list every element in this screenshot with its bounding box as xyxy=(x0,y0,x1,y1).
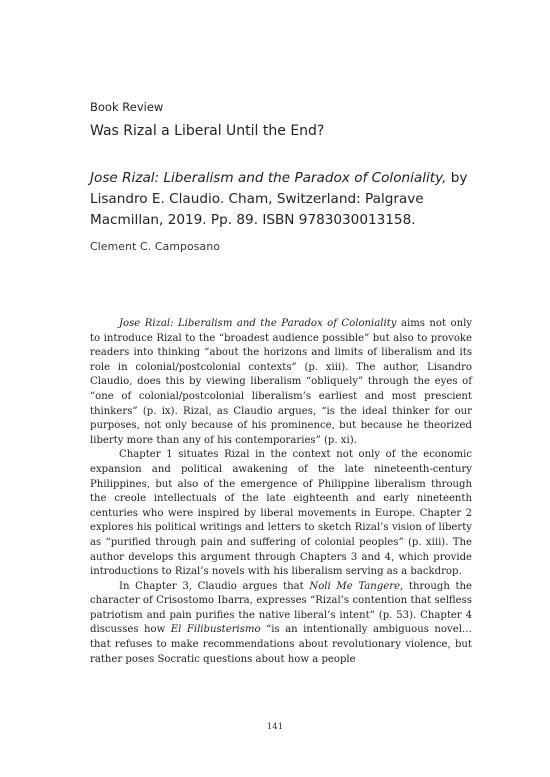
paragraph-text: In Chapter 3, Claudio argues that xyxy=(119,580,310,592)
novel-title-noli: Noli Me Tangere xyxy=(309,580,401,592)
reviewer-name: Clement C. Camposano xyxy=(90,240,221,253)
paragraph-text: , through the character of Crisostomo Ibarra, expresses “Rizal’s contention that selfless patriotism and pain purifies the native liberal’s intent” (p. 53). Chapter 4 discusses how xyxy=(90,580,472,636)
paragraph xyxy=(90,580,472,668)
book-title: Jose Rizal: Liberalism and the Paradox of Coloniality, xyxy=(90,170,447,186)
paragraph-text: “is an intentionally ambiguous novel… that refuses to make recommendations about revolutionary violence, but rather poses Socratic questions about how a people xyxy=(90,624,473,665)
paragraph xyxy=(90,448,472,579)
novel-title-fili: El Filibusterismo xyxy=(170,624,261,636)
paragraph xyxy=(90,317,472,448)
page-number: 141 xyxy=(266,722,284,732)
review-title: Was Rizal a Liberal Until the End? xyxy=(90,123,325,139)
book-title-inline: Jose Rizal: Liberalism and the Paradox of Coloniality xyxy=(119,318,397,329)
review-body xyxy=(90,317,472,667)
paragraph-text: Chapter 1 situates Rizal in the context not only of the economic expansion and political awakening of the late nineteenth-century Philippines, but also of the emergence of Philippine liberalism through the creole intellectuals of the late eighteenth and early nineteenth centuries who were inspired by liberal movements in Europe. Chapter 2 explores his political writings and letters to sketch Rizal’s vision of liberty as “purified through pain and suffering of colonial peoples” (p. xiii). The author develops this argument through Chapters 3 and 4, which provide introductions to Rizal’s novels with his liberalism serving as a backdrop. xyxy=(90,449,472,578)
section-label: Book Review xyxy=(90,100,164,114)
paragraph-text: aims not only to introduce Rizal to the “broadest audience possible” but also to provoke readers into thinking “about the horizons and limits of liberalism and its role in colonial/postcolonial contexts” (p. xiii). The author, Lisandro Claudio, does this by viewing liberalism “obliquely” through the eyes of “one of colonial/postcolonial liberalism’s earliest and most prescient thinkers” (p. ix). Rizal, as Claudio argues, “is the ideal thinker for our purposes, not only because of his prominence, but because he theorized liberty more than any of his contemporaries” (p. xi). xyxy=(90,318,473,446)
book-citation xyxy=(90,168,475,231)
book-details: by Lisandro E. Claudio. Cham, Switzerland: Palgrave Macmillan, 2019. Pp. 89. ISBN 9783030013158. xyxy=(90,170,468,228)
